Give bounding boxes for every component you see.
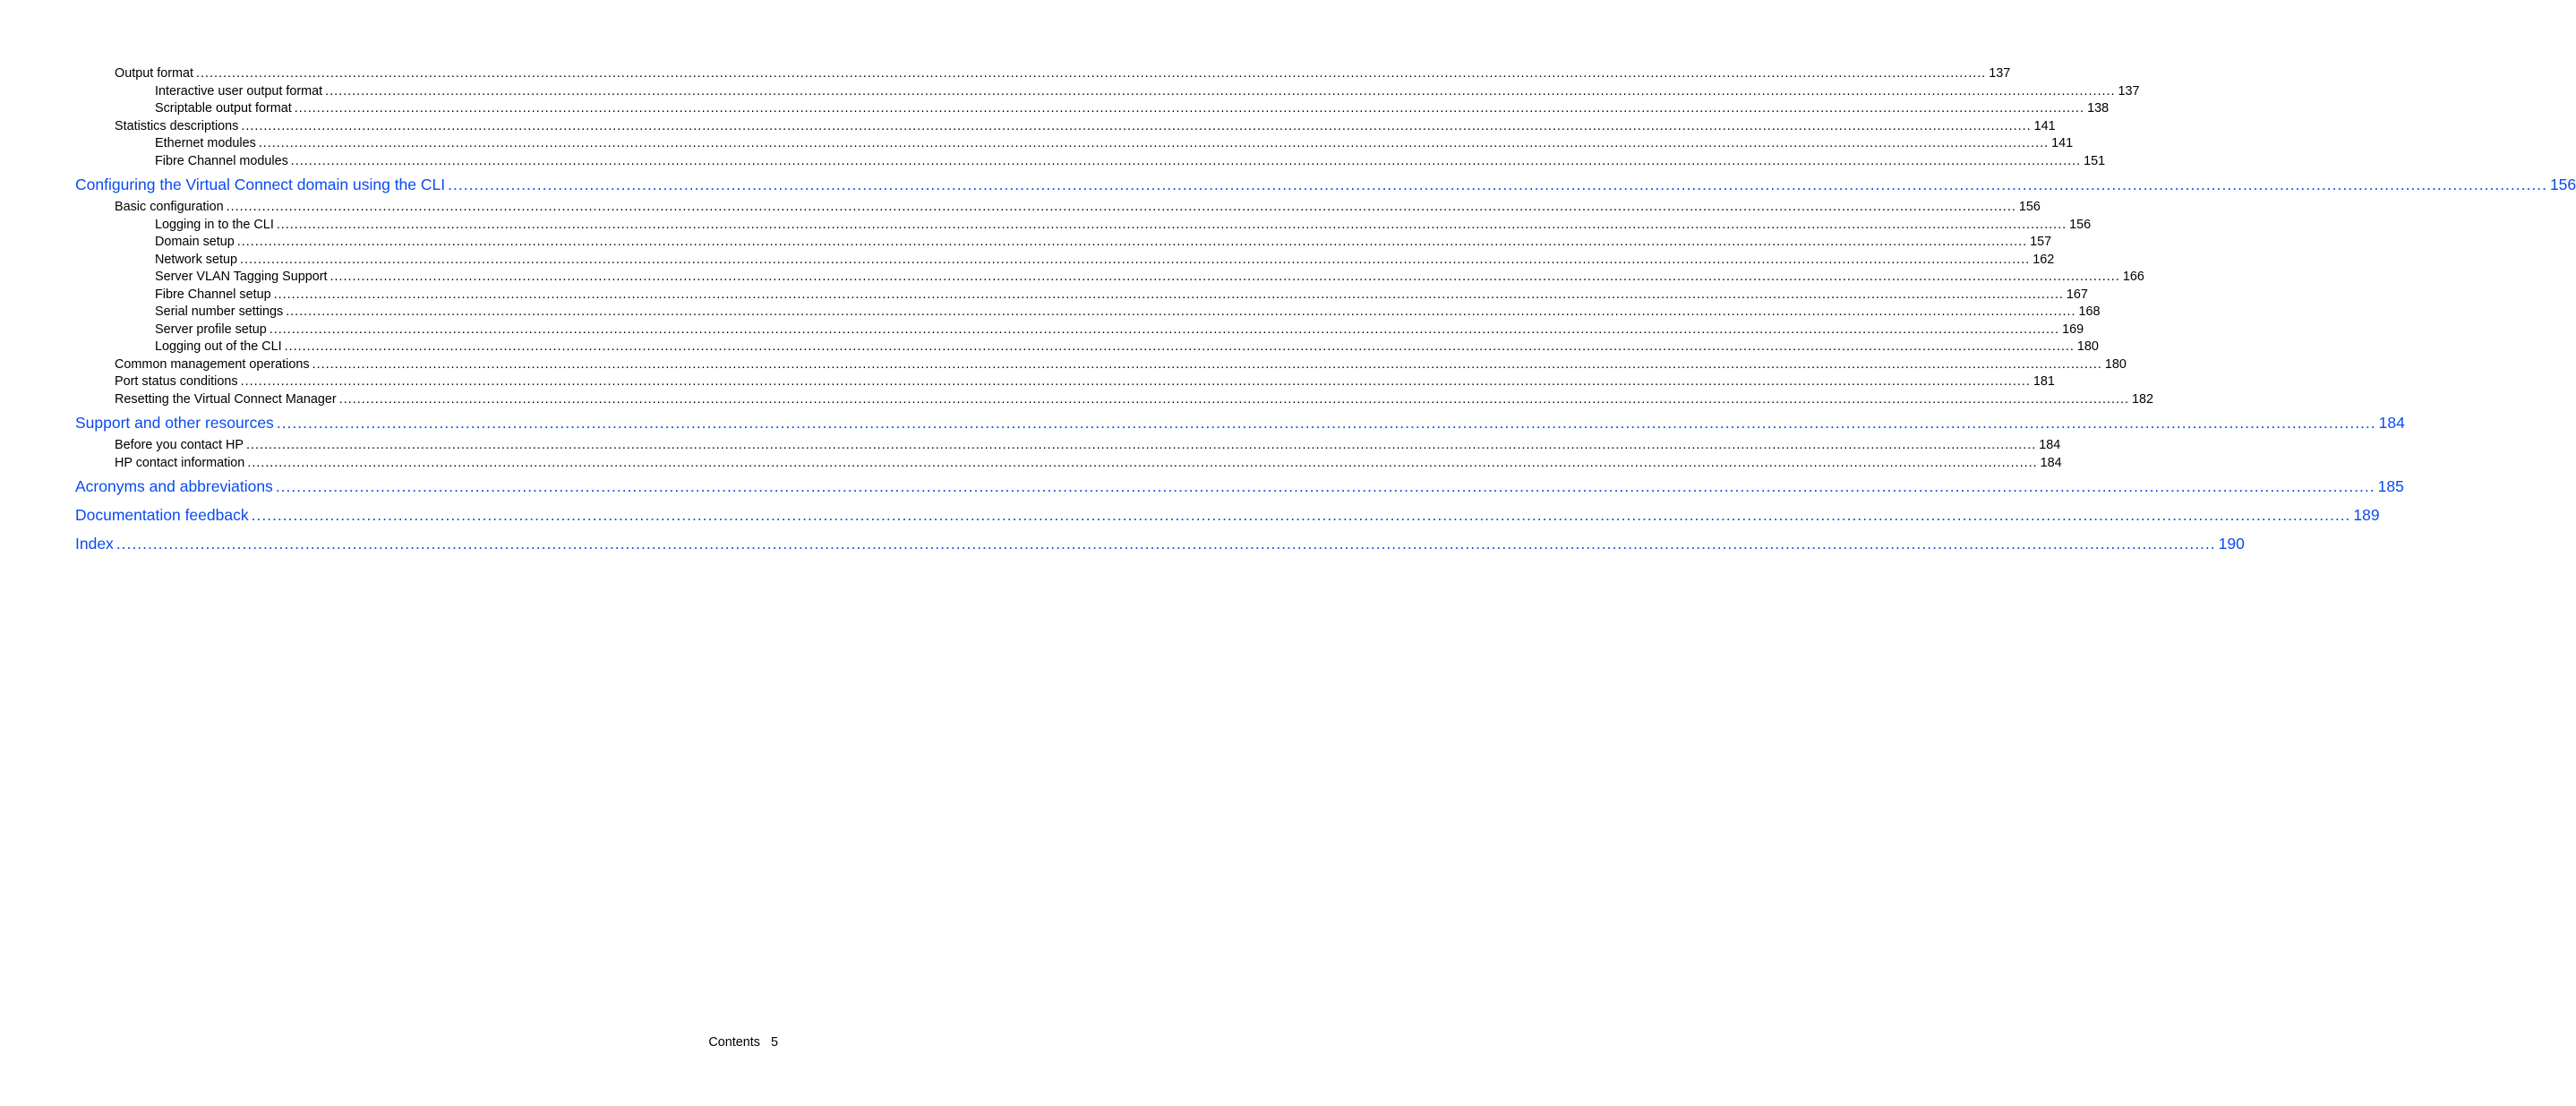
dot-leader: ................................................................................................................................................................................................................................................................................................................................................................................................................ <box>258 136 2050 150</box>
toc-chapter-link[interactable] <box>75 501 2380 529</box>
toc-entry-label: Ethernet modules <box>155 136 256 150</box>
toc-page-number: 184 <box>2039 438 2061 452</box>
toc-page-number: 141 <box>2033 118 2056 133</box>
dot-leader: ................................................................................................................................................................................................................................................................................................................................................................................................................ <box>116 535 2216 553</box>
toc-entry-label: Common management operations <box>115 356 310 372</box>
toc-page-number: 156 <box>2069 217 2092 232</box>
toc-page-number: 156 <box>2018 200 2041 214</box>
toc-entry-link[interactable] <box>75 391 2154 409</box>
footer-section-label: Contents <box>708 1035 760 1050</box>
toc-entry-label: Acronyms and abbreviations <box>75 477 273 495</box>
toc-page-number: 189 <box>2353 506 2380 524</box>
toc-page-number: 137 <box>2118 83 2140 99</box>
toc-entry-link[interactable] <box>75 65 2011 83</box>
page-footer <box>708 1035 778 1050</box>
toc-entry-label: Output format <box>115 66 193 81</box>
footer-page-number: 5 <box>770 1035 778 1050</box>
toc-entry-label: Basic configuration <box>115 200 224 214</box>
toc-chapter-link[interactable] <box>75 408 2405 437</box>
toc-page-number: 137 <box>1989 66 2011 81</box>
toc-entry-label: Statistics descriptions <box>115 118 239 133</box>
dot-leader: ................................................................................................................................................................................................................................................................................................................................................................................................................ <box>275 477 2375 495</box>
dot-leader: ................................................................................................................................................................................................................................................................................................................................................................................................................ <box>251 506 2351 524</box>
toc-entry-link[interactable] <box>75 455 2062 473</box>
toc-page-number: 180 <box>2076 339 2099 354</box>
toc-entry-label: Configuring the Virtual Connect domain using the CLI <box>75 176 446 193</box>
toc-entry-label: Server VLAN Tagging Support <box>155 270 328 284</box>
toc-entry-link[interactable] <box>75 339 2099 356</box>
toc-entry-label: Serial number settings <box>155 304 284 319</box>
dot-leader: ................................................................................................................................................................................................................................................................................................................................................................................................................ <box>247 455 2038 470</box>
toc-page-number: 167 <box>2066 287 2088 302</box>
toc-page-number: 168 <box>2078 304 2101 319</box>
toc-entry-link[interactable] <box>75 153 2106 171</box>
toc-entry-label: Resetting the Virtual Connect Manager <box>115 391 337 407</box>
toc-chapter-link[interactable] <box>75 170 2576 199</box>
toc-page-number: 185 <box>2377 477 2404 495</box>
toc-entry-label: Port status conditions <box>115 374 238 389</box>
toc-entry-label: Fibre Channel modules <box>155 153 288 168</box>
toc-entry-label: Scriptable output format <box>155 101 292 116</box>
dot-leader: ................................................................................................................................................................................................................................................................................................................................................................................................................ <box>329 270 2120 284</box>
dot-leader: ................................................................................................................................................................................................................................................................................................................................................................................................................ <box>269 322 2060 337</box>
dot-leader: ................................................................................................................................................................................................................................................................................................................................................................................................................ <box>239 252 2031 267</box>
toc-entry-label: Server profile setup <box>155 322 267 337</box>
toc-page-number: 184 <box>2378 414 2405 432</box>
toc-page-number: 141 <box>2051 136 2074 150</box>
toc-entry-label: Support and other resources <box>75 414 274 432</box>
toc-page-number: 184 <box>2040 455 2062 470</box>
toc-entry-label: Before you contact HP <box>115 438 244 452</box>
toc-entry-label: Logging in to the CLI <box>155 217 274 232</box>
dot-leader: ................................................................................................................................................................................................................................................................................................................................................................................................................ <box>276 217 2067 232</box>
toc-page-number: 157 <box>2030 235 2052 249</box>
toc-entry-link[interactable] <box>75 252 2055 270</box>
toc-page-number: 169 <box>2062 322 2084 337</box>
toc-chapter-link[interactable] <box>75 529 2245 558</box>
toc-entry-label: HP contact information <box>115 455 245 470</box>
toc-entry-label: Documentation feedback <box>75 506 249 524</box>
dot-leader: ................................................................................................................................................................................................................................................................................................................................................................................................................ <box>226 200 2016 214</box>
dot-leader: ................................................................................................................................................................................................................................................................................................................................................................................................................ <box>245 438 2037 452</box>
dot-leader: ................................................................................................................................................................................................................................................................................................................................................................................................................ <box>284 339 2075 354</box>
toc-entry-link[interactable] <box>75 373 2055 391</box>
toc-entry-label: Domain setup <box>155 235 235 249</box>
toc-entry-link[interactable] <box>75 199 2041 217</box>
toc-entry-link[interactable] <box>75 322 2084 339</box>
toc-entry-link[interactable] <box>75 287 2088 304</box>
toc-entry-link[interactable] <box>75 135 2074 153</box>
dot-leader: ................................................................................................................................................................................................................................................................................................................................................................................................................ <box>236 235 2028 249</box>
dot-leader: ................................................................................................................................................................................................................................................................................................................................................................................................................ <box>276 414 2376 432</box>
toc-page-number: 162 <box>2033 252 2055 267</box>
dot-leader: ................................................................................................................................................................................................................................................................................................................................................................................................................ <box>286 304 2076 319</box>
toc-entry-link[interactable] <box>75 118 2056 136</box>
toc-page-number: 190 <box>2218 535 2245 553</box>
toc-page-number: 181 <box>2033 374 2055 389</box>
dot-leader: ................................................................................................................................................................................................................................................................................................................................................................................................................ <box>448 176 2547 193</box>
dot-leader: ................................................................................................................................................................................................................................................................................................................................................................................................................ <box>241 118 2032 133</box>
toc-entry-link[interactable] <box>75 304 2101 322</box>
dot-leader: ................................................................................................................................................................................................................................................................................................................................................................................................................ <box>290 153 2082 168</box>
toc-entry-link[interactable] <box>75 217 2092 235</box>
toc-entry-label: Index <box>75 535 114 553</box>
toc-entry-link[interactable] <box>75 83 2140 101</box>
dot-leader: ................................................................................................................................................................................................................................................................................................................................................................................................................ <box>312 356 2102 372</box>
toc-page-number: 151 <box>2084 153 2106 168</box>
toc-page-number: 156 <box>2549 176 2576 193</box>
dot-leader: ................................................................................................................................................................................................................................................................................................................................................................................................................ <box>273 287 2064 302</box>
toc-entry-label: Fibre Channel setup <box>155 287 271 302</box>
toc-entry-label: Network setup <box>155 252 237 267</box>
dot-leader: ................................................................................................................................................................................................................................................................................................................................................................................................................ <box>294 101 2085 116</box>
table-of-contents <box>75 65 2576 558</box>
toc-entry-link[interactable] <box>75 437 2061 455</box>
toc-page-number: 180 <box>2104 356 2127 372</box>
dot-leader: ................................................................................................................................................................................................................................................................................................................................................................................................................ <box>240 374 2031 389</box>
toc-entry-link[interactable] <box>75 234 2052 252</box>
toc-entry-link[interactable] <box>75 100 2110 118</box>
toc-entry-link[interactable] <box>75 356 2127 374</box>
toc-page-number: 182 <box>2132 391 2154 407</box>
dot-leader: ................................................................................................................................................................................................................................................................................................................................................................................................................ <box>325 83 2116 99</box>
toc-page-number: 138 <box>2087 101 2110 116</box>
toc-entry-label: Interactive user output format <box>155 83 323 99</box>
toc-chapter-link[interactable] <box>75 472 2404 501</box>
dot-leader: ................................................................................................................................................................................................................................................................................................................................................................................................................ <box>195 66 1987 81</box>
toc-page-number: 166 <box>2122 270 2144 284</box>
toc-entry-link[interactable] <box>75 269 2144 287</box>
toc-entry-label: Logging out of the CLI <box>155 339 282 354</box>
dot-leader: ................................................................................................................................................................................................................................................................................................................................................................................................................ <box>338 391 2129 407</box>
